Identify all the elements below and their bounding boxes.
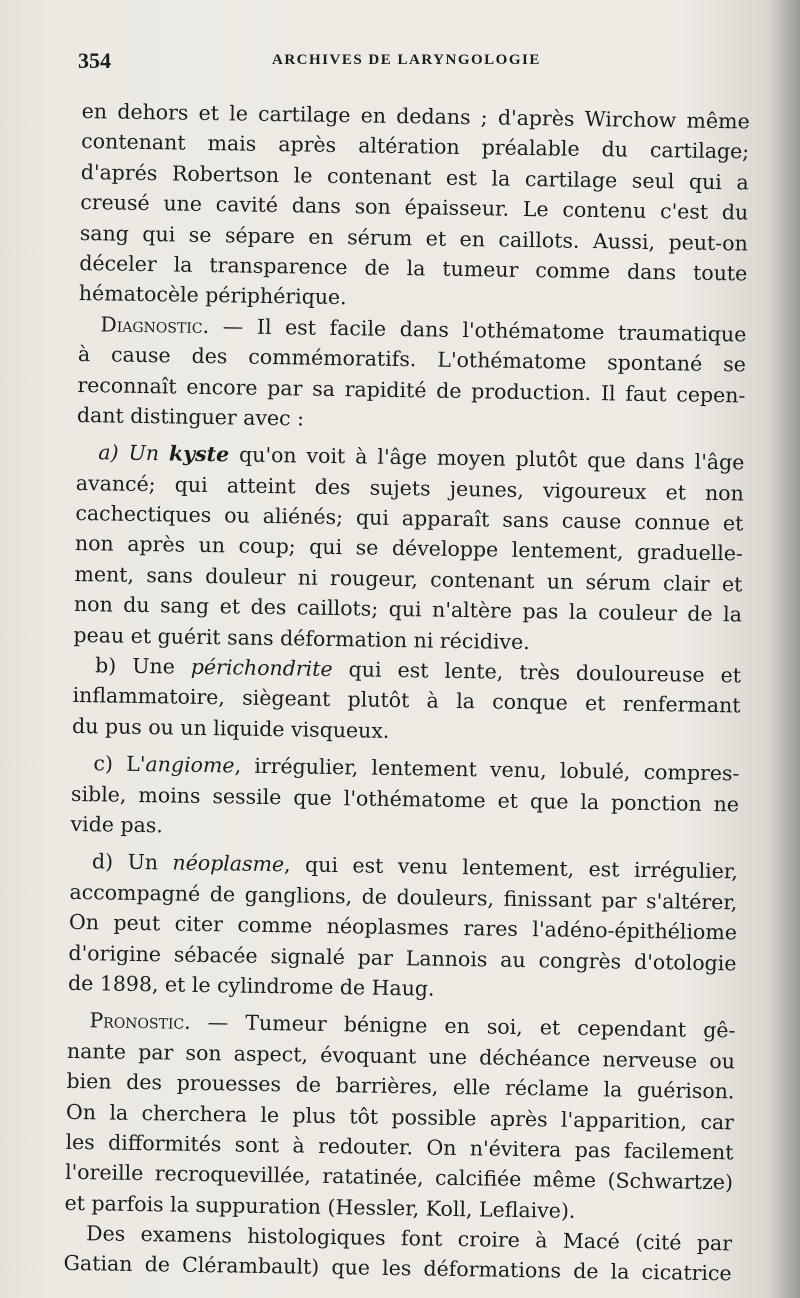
text-line: non après un coup; qui se développe lentement, graduelle- [74,531,744,566]
page-number: 354 [78,48,111,73]
text-line: bien des prouesses de barrières, elle réclame la guérison. [66,1068,735,1104]
term-kyste: kyste [168,441,230,467]
text-line: déceler la transparence de la tumeur comme dans toute [79,250,748,286]
text-line: d'origine sébacée signalé par Lannois au congrès d'otologie [68,940,737,975]
text-line: nante par son aspect, évoquant une déchéance nerveuse ou [66,1038,736,1074]
text-line: à cause des commémoratifs. L'othématome spontané se [77,342,747,377]
text-line: reconnaît encore par sa rapidité de production. Il faut cepen- [77,372,746,407]
text-line: On la cherchera le plus tôt possible après l'apparition, car [65,1099,735,1134]
text-line: vide pas. [70,811,164,838]
section-diagnostic-line: Diagnostic. — Il est facile dans l'othématome traumatique [100,312,747,347]
text-line: sang qui se sépare en sérum et en caillots. Aussi, peut-on [79,220,748,256]
term-angiome: angiome [145,752,235,778]
text-line: sible, moins sessile que l'othématome et que la ponction ne [70,781,740,816]
text-line: ment, sans douleur ni rougeur, contenant un sérum clair et [74,561,743,597]
list-item-b: b) Une périchondrite qui est lente, très douloureuse et [94,653,742,688]
section-pronostic-line: Pronostic. — Tumeur bénigne en soi, et cependant gê- [89,1008,736,1043]
text-line: Gatian de Clérambault) que les déformations de la cicatrice [63,1251,732,1286]
text-line: l'oreille recroquevillée, ratatinée, calcifiée même (Schwartze) [64,1160,734,1195]
text-line: du pus ou un liquide visqueux. [71,713,390,743]
term-perichondrite: périchondrite [190,654,333,682]
text-line: On peut citer comme néoplasmes rares l'adéno-épithéliome [68,910,738,945]
text-line: accompagné de ganglions, de douleurs, finissant par s'altérer, [69,879,738,915]
text-line: dant distinguer avec : [76,402,305,431]
text-line: cachectiques ou aliénés; qui apparaît sans cause connue et [75,501,744,536]
text-line: Des examens histologiques font croire à Macé (cité par [85,1221,733,1256]
section-heading-diagnostic: Diagnostic. [100,312,210,338]
text-line: en dehors et le cartilage en dedans ; d'après Wirchow même [81,98,750,134]
list-item-c: c) L'angiome, irrégulier, lentement venu, lobulé, compres- [93,751,740,786]
text-line: peau et guérit sans déformation ni récidive. [73,622,530,654]
term-neoplasme: néoplasme [172,850,285,877]
text-line: les difformités sont à redouter. On n'évitera pas facilement [65,1129,734,1165]
running-head: ARCHIVES DE LARYNGOLOGIE [272,52,541,68]
text-line: et parfois la suppuration (Hessler, Koll, Leflaive). [64,1190,576,1223]
text-line: contenant mais après altération préalable du cartilage; [81,129,750,164]
text-line: hématocèle périphérique. [78,281,347,310]
text-line: avancé; qui atteint des sujets jeunes, vigoureux et non [75,470,745,506]
page-header [78,48,658,74]
text-line: creusé une cavité dans son épaisseur. Le contenu c'est du [80,190,749,225]
list-item-a: a) Un kyste qu'on voit à l'âge moyen plutôt que dans l'âge [98,440,745,475]
list-item-d: d) Un néoplasme, qui est venu lentement, est irrégulier, [91,849,739,884]
body-text [63,96,749,1289]
text-line: inflammatoire, siègeant plutôt à la conque et renfermant [72,683,741,718]
text-line: de 1898, et le cylindrome de Haug. [67,970,435,1001]
section-heading-pronostic: Pronostic. [89,1008,191,1035]
text-line: non du sang et des caillots; qui n'altère pas la couleur de la [73,592,743,627]
text-line: d'aprés Robertson le contenant est la cartilage seul qui a [80,159,749,195]
